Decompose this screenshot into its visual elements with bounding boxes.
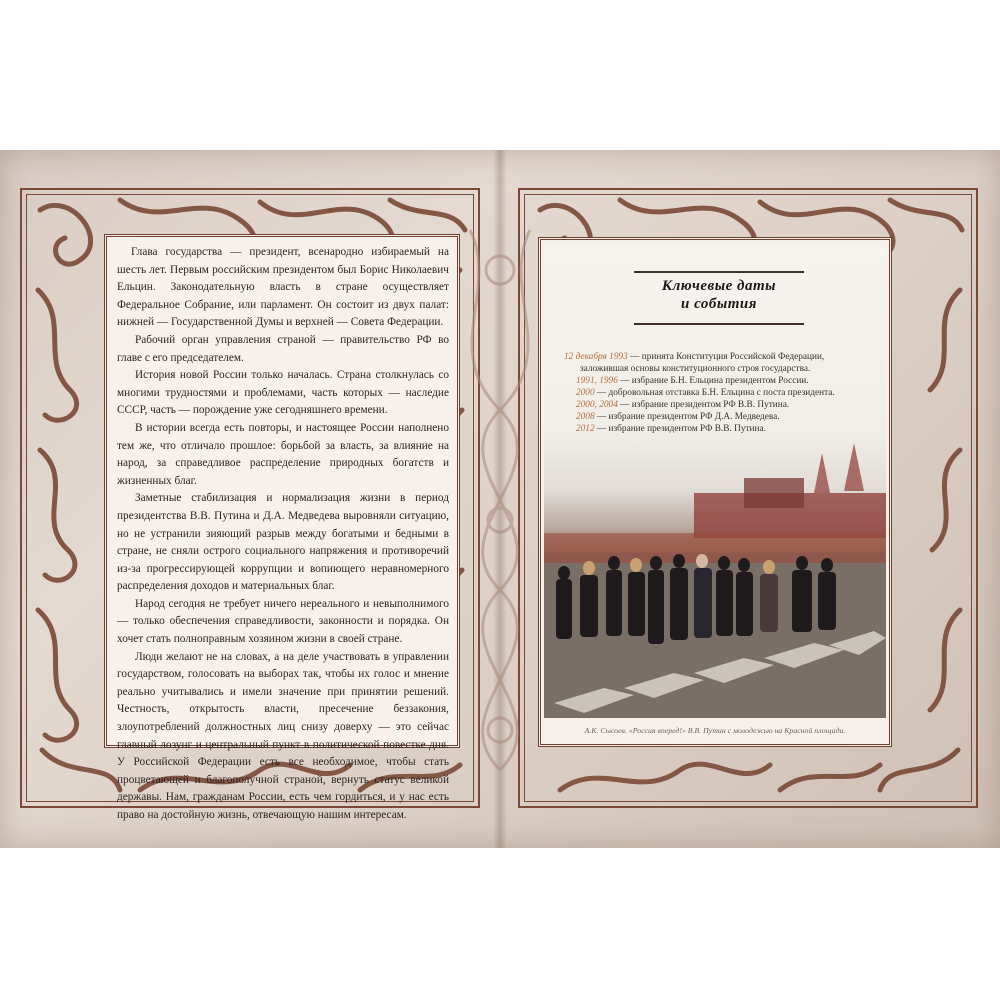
- date-row: [564, 363, 864, 375]
- date-row: [564, 375, 864, 387]
- date-text: — избрание Б.Н. Ельцина президентом России.: [617, 376, 809, 386]
- date-row: [564, 387, 864, 399]
- date-text: — избрание президентом РФ В.В. Путина.: [617, 400, 790, 410]
- paragraph-3: История новой России только началась. Страна столкнулась со многими трудностями и проблемами, часть которых — наследие СССР, часть — порождение уже сегодняшнего времени.: [117, 369, 449, 417]
- date-text: заложившая основы конституционного строя государства.: [580, 364, 811, 374]
- painting-caption: А.К. Сысоев. «Россия вперед!» В.В. Путин с молодежью на Красной площади.: [584, 726, 846, 735]
- photo-panel: [538, 237, 892, 747]
- date-text: — добровольная отставка Б.Н. Ельцина с поста президента.: [594, 388, 835, 398]
- date-row: [564, 411, 864, 423]
- photo-image: [544, 243, 886, 718]
- date-row: [564, 351, 864, 363]
- date-text: — избрание президентом РФ Д.А. Медведева.: [594, 412, 780, 422]
- date-value: 2012: [576, 424, 595, 434]
- date-value: 2000: [576, 388, 595, 398]
- paragraph-5: Заметные стабилизация и нормализация жизни в период президентства В.В. Путина и Д.А. Медведева выровняли ситуацию, но не устранили зияющий разрыв между богатыми и бедными в стране, не сняли острого социального напряжения и противоречий из-за прогрессирующей коррупции и вопиющего неравномерного распределения доходов и материальных благ.: [117, 492, 449, 593]
- key-dates-heading: [634, 259, 804, 319]
- painting-scene: [544, 433, 886, 718]
- paragraph-4: В истории всегда есть повторы, и настоящее России наполнено тем же, что отличало прошлое: борьбой за власть, за влияние на народ, за справедливое распределение природных богатств и жизненных благ.: [117, 421, 449, 487]
- heading-line-2: и события: [680, 296, 757, 312]
- paragraph-2: Рабочий орган управления страной — правительство РФ во главе с его председателем.: [117, 333, 449, 364]
- date-row: [564, 399, 864, 411]
- main-text-panel: [104, 234, 460, 821]
- paragraph-1: Глава государства — президент, всенародно избираемый на шесть лет. Первым российским президентом был Борис Николаевич Ельцин. Законодательную власть в стране осуществляет Федеральное Собрание, или парламент. Он состоит из двух палат: нижней — Государственной Думы и верхней — Совета Федерации.: [117, 246, 449, 329]
- key-dates-list: [564, 351, 864, 435]
- date-value: 2000, 2004: [576, 400, 618, 410]
- date-text: — избрание президентом РФ В.В. Путина.: [594, 424, 766, 434]
- date-value: 1991, 1996: [576, 376, 618, 386]
- date-value: 12 декабря 1993: [564, 352, 628, 362]
- paragraph-7: Люди желают не на словах, а на деле участвовать в управлении государством, голосовать на выборах так, чтобы их голос и мнение реально учитывались и имели значение при принятии решений. Честность, открытость власти, пресечение беззакония, злоупотреблений должностных лиц снизу доверху — это сейчас главный лозунг и центральный пункт в политической повестке дня. У Российской Федерации есть все необходимое, чтобы стать процветающей и благополучной страной, вернуть статус великой державы. Нам, гражданам России, есть чем гордиться, и у нас есть право на достойную жизнь, отвечающую нашим интересам.: [117, 650, 449, 821]
- heading-rule-top: [634, 271, 804, 273]
- heading-rule-bottom: [634, 323, 804, 325]
- paragraph-6: Народ сегодня не требует ничего нереального и невыполнимого — только обеспечения справедливости, законности и порядка. Он хочет стать полноправным хозяином жизни в своей стране.: [117, 597, 449, 646]
- date-text: — принята Конституция Российской Федерации,: [627, 352, 825, 362]
- date-value: 2008: [576, 412, 595, 422]
- heading-line-1: Ключевые даты: [661, 278, 777, 294]
